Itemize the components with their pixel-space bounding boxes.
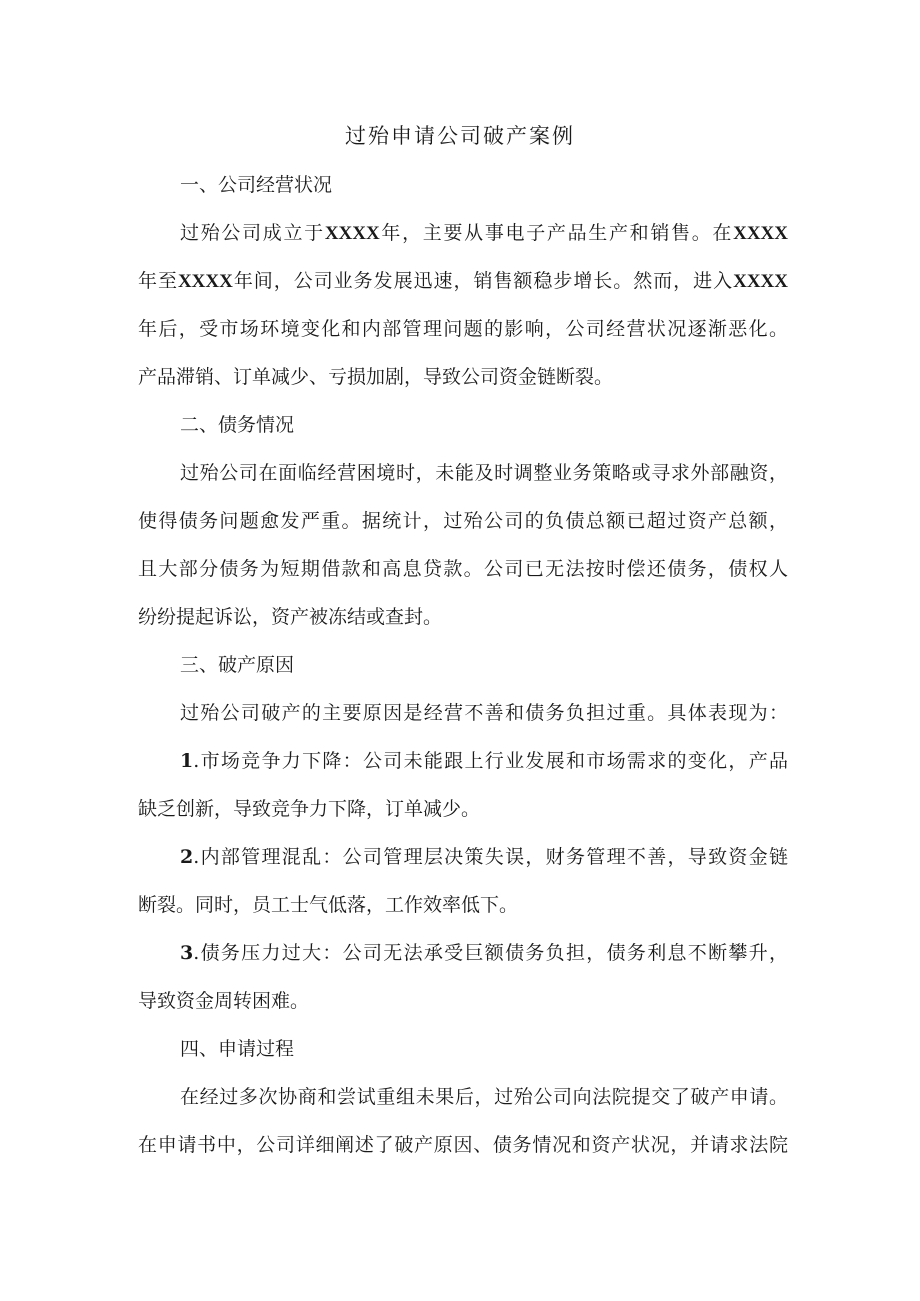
paragraph-line: 产品滞销、订单减少、亏损加剧，导致公司资金链断裂。 (138, 366, 614, 388)
paragraph-line: 过殆公司在面临经营困境时，未能及时调整业务策略或寻求外部融资， (180, 462, 788, 484)
list-item-line: 2.内部管理混乱：公司管理层决策失误，财务管理不善，导致资金链 (180, 846, 788, 868)
list-item-line: 缺乏创新，导致竞争力下降，订单减少。 (138, 798, 481, 820)
paragraph-line: 年至XXXX年间，公司业务发展迅速，销售额稳步增长。然而，进入XXXX (138, 270, 788, 292)
paragraph-line: 在经过多次协商和尝试重组未果后，过殆公司向法院提交了破产申请。 (180, 1086, 788, 1108)
section-heading-1: 一、公司经营状况 (180, 174, 333, 196)
section-heading-2: 二、债务情况 (180, 414, 295, 436)
list-item-line: 3.债务压力过大：公司无法承受巨额债务负担，债务利息不断攀升， (180, 942, 788, 964)
paragraph-line: 且大部分债务为短期借款和高息贷款。公司已无法按时偿还债务，债权人 (138, 558, 788, 580)
paragraph-line: 过殆公司破产的主要原因是经营不善和债务负担过重。具体表现为： (180, 702, 788, 724)
list-item-line: 导致资金周转困难。 (138, 990, 310, 1012)
document-title: 过殆申请公司破产案例 (345, 124, 575, 148)
paragraph-line: 使得债务问题愈发严重。据统计，过殆公司的负债总额已超过资产总额， (138, 510, 788, 532)
section-heading-3: 三、破产原因 (180, 654, 295, 676)
list-item-line: 1.市场竞争力下降：公司未能跟上行业发展和市场需求的变化，产品 (180, 750, 788, 772)
list-item-line: 断裂。同时，员工士气低落，工作效率低下。 (138, 894, 519, 916)
paragraph-line: 在申请书中，公司详细阐述了破产原因、债务情况和资产状况，并请求法院 (138, 1134, 788, 1156)
paragraph-line: 过殆公司成立于XXXX年，主要从事电子产品生产和销售。在XXXX (180, 222, 788, 244)
paragraph-line: 年后，受市场环境变化和内部管理问题的影响，公司经营状况逐渐恶化。 (138, 318, 788, 340)
paragraph-line: 纷纷提起诉讼，资产被冻结或查封。 (138, 606, 443, 628)
section-heading-4: 四、申请过程 (180, 1038, 295, 1060)
